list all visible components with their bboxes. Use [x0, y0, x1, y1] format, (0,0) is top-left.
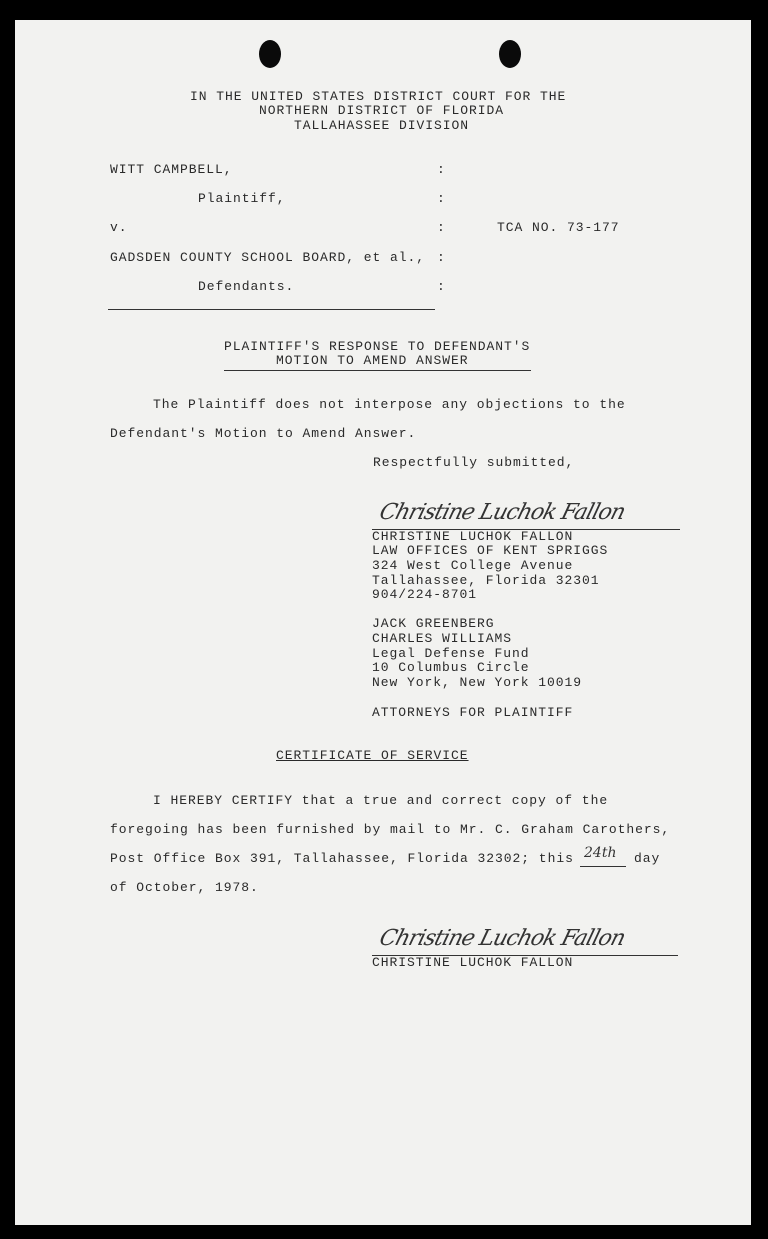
- address-city: Tallahassee, Florida 32301: [372, 573, 600, 588]
- defendant-role: Defendants.: [198, 279, 295, 294]
- colon: :: [437, 162, 446, 177]
- colon: :: [437, 191, 446, 206]
- court-line-2: NORTHERN DISTRICT OF FLORIDA: [259, 103, 505, 118]
- certificate-line-2: foregoing has been furnished by mail to Mr. C. Graham Carothers,: [110, 822, 671, 837]
- court-line-3: TALLAHASSEE DIVISION: [294, 118, 470, 133]
- co-counsel-1: JACK GREENBERG: [372, 616, 495, 631]
- punch-hole-left: [259, 40, 281, 68]
- certificate-line-1: I HEREBY CERTIFY that a true and correct copy of the: [153, 793, 609, 808]
- co-counsel-street: 10 Columbus Circle: [372, 660, 530, 675]
- attorneys-for: ATTORNEYS FOR PLAINTIFF: [372, 705, 574, 720]
- body-line-2: Defendant's Motion to Amend Answer.: [110, 426, 417, 441]
- signature: Christine Luchok Fallon: [376, 500, 628, 525]
- address-street: 324 West College Avenue: [372, 558, 574, 573]
- co-counsel-org: Legal Defense Fund: [372, 646, 530, 661]
- court-line-1: IN THE UNITED STATES DISTRICT COURT FOR THE: [190, 89, 567, 104]
- colon: :: [437, 220, 446, 235]
- firm: LAW OFFICES OF KENT SPRIGGS: [372, 543, 609, 558]
- title-line-2: MOTION TO AMEND ANSWER: [276, 353, 469, 368]
- co-counsel-2: CHARLES WILLIAMS: [372, 631, 513, 646]
- certificate-signer: CHRISTINE LUCHOK FALLON: [372, 955, 574, 970]
- colon: :: [437, 250, 446, 265]
- handwritten-day: 24th: [584, 845, 617, 861]
- signer-name: CHRISTINE LUCHOK FALLON: [372, 529, 574, 544]
- caption-rule: [108, 309, 435, 310]
- certificate-heading: CERTIFICATE OF SERVICE: [276, 748, 469, 763]
- plaintiff-name: WITT CAMPBELL,: [110, 162, 233, 177]
- certificate-line-3: Post Office Box 391, Tallahassee, Florida 32302; this: [110, 851, 574, 866]
- certificate-signature: Christine Luchok Fallon: [376, 926, 628, 951]
- day-suffix: day: [634, 851, 661, 866]
- day-blank: [580, 866, 626, 867]
- colon: :: [437, 279, 446, 294]
- title-underline: [224, 370, 531, 371]
- punch-hole-right: [499, 40, 521, 68]
- certificate-line-4: of October, 1978.: [110, 880, 259, 895]
- case-number: TCA NO. 73-177: [497, 220, 620, 235]
- closing: Respectfully submitted,: [373, 455, 575, 470]
- co-counsel-city: New York, New York 10019: [372, 675, 583, 690]
- body-line-1: The Plaintiff does not interpose any objections to the: [153, 397, 626, 412]
- defendant-name: GADSDEN COUNTY SCHOOL BOARD, et al.,: [110, 250, 426, 265]
- plaintiff-role: Plaintiff,: [198, 191, 286, 206]
- title-line-1: PLAINTIFF'S RESPONSE TO DEFENDANT'S: [224, 339, 531, 354]
- versus: v.: [110, 220, 128, 235]
- phone: 904/224-8701: [372, 587, 478, 602]
